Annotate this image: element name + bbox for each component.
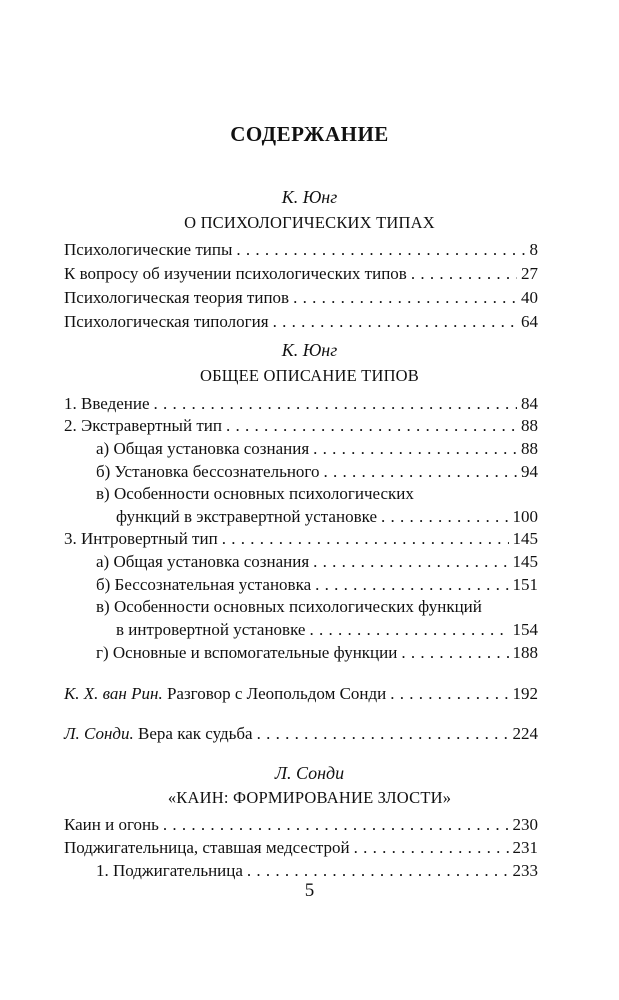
- toc-subentry[interactable]: [96, 437, 538, 461]
- article-author: Л. Сонди.: [64, 724, 134, 743]
- toc-entry-page: 188: [512, 643, 538, 662]
- toc-entry-label: Поджигательница, ставшая медсестрой: [64, 838, 350, 857]
- toc-entry[interactable]: [64, 813, 538, 837]
- toc-entry-page: 230: [512, 815, 538, 834]
- leader-dots: [257, 722, 509, 746]
- toc-entry-label: г) Основные и вспомогательные функции: [96, 643, 398, 662]
- toc-subentry[interactable]: [96, 641, 538, 665]
- part2-author: К. Юнг: [281, 340, 338, 360]
- leader-dots: [154, 392, 517, 416]
- leader-dots: [163, 813, 509, 837]
- leader-dots: [293, 286, 517, 310]
- article-author: К. Х. ван Рин.: [64, 684, 163, 703]
- part3-author: Л. Сонди: [274, 763, 345, 783]
- toc-entry[interactable]: [64, 310, 538, 334]
- leader-dots: [315, 573, 508, 597]
- toc-entry-page: 100: [512, 507, 538, 526]
- toc-subentry[interactable]: [96, 460, 538, 484]
- toc-entry-label: 3. Интровертный тип: [64, 529, 218, 548]
- toc-entry-label: 2. Экстравертный тип: [64, 416, 222, 435]
- page-title: СОДЕРЖАНИЕ: [230, 122, 389, 146]
- toc-entry[interactable]: [64, 286, 538, 310]
- toc-entry[interactable]: [64, 527, 538, 551]
- toc-entry[interactable]: [64, 262, 538, 286]
- toc-entry-label: Психологическая типология: [64, 312, 269, 331]
- part1-author: К. Юнг: [281, 187, 338, 207]
- leader-dots: [236, 238, 525, 262]
- part3-section-title: «КАИН: ФОРМИРОВАНИЕ ЗЛОСТИ»: [167, 788, 452, 807]
- toc-entry-page: 84: [521, 394, 538, 413]
- toc-entry-page: 40: [521, 288, 538, 307]
- leader-dots: [313, 550, 508, 574]
- toc-entry-label: 1. Введение: [64, 394, 150, 413]
- page-number: 5: [304, 880, 315, 901]
- toc-subentry[interactable]: [96, 573, 538, 597]
- toc-subentry[interactable]: [116, 505, 538, 529]
- part2-section-title: ОБЩЕЕ ОПИСАНИЕ ТИПОВ: [199, 366, 420, 385]
- toc-entry-label: К вопросу об изучении психологических типов: [64, 264, 407, 283]
- part1-section-title: О ПСИХОЛОГИЧЕСКИХ ТИПАХ: [184, 213, 435, 232]
- toc-entry-label: Психологическая теория типов: [64, 288, 290, 307]
- toc-subentry[interactable]: [96, 550, 538, 574]
- toc-entry-page: 231: [512, 838, 538, 857]
- leader-dots: [381, 505, 509, 529]
- article-title: Вера как судьба: [138, 724, 253, 743]
- leader-dots: [401, 641, 508, 665]
- toc-article-entry[interactable]: [64, 722, 538, 746]
- toc-entry-page: 94: [521, 462, 538, 481]
- toc-entry-label: [64, 722, 253, 746]
- toc-entry[interactable]: [64, 836, 538, 860]
- toc-entry[interactable]: [64, 238, 538, 262]
- toc-entry-page: 8: [529, 240, 538, 259]
- toc-entry-page: 88: [521, 416, 538, 435]
- toc-entry-label: б) Установка бессознательного: [96, 462, 320, 481]
- toc-entry-label: 1. Поджигательница: [96, 861, 243, 880]
- toc-entry-page: 145: [512, 529, 538, 548]
- leader-dots: [222, 527, 509, 551]
- toc-entry-label: в интровертной установке: [116, 620, 306, 639]
- toc-entry-label: Психологические типы: [64, 240, 233, 259]
- toc-entry-page: 27: [521, 264, 538, 283]
- toc-entry-page: 64: [521, 312, 538, 331]
- toc-entry-label: а) Общая установка сознания: [96, 439, 310, 458]
- toc-entry[interactable]: [64, 392, 538, 416]
- toc-subentry[interactable]: [116, 618, 538, 642]
- toc-subentry-label-line1[interactable]: в) Особенности основных психологических функций: [96, 597, 482, 616]
- toc-entry-page: 233: [512, 861, 538, 880]
- leader-dots: [226, 414, 517, 438]
- toc-entry[interactable]: [64, 414, 538, 438]
- toc-subentry-label-line1[interactable]: в) Особенности основных психологических: [96, 484, 414, 503]
- article-title: Разговор с Леопольдом Сонди: [166, 684, 387, 703]
- leader-dots: [313, 437, 517, 461]
- toc-entry-label: [64, 682, 386, 706]
- toc-entry-label: а) Общая установка сознания: [96, 552, 310, 571]
- leader-dots: [273, 310, 517, 334]
- toc-entry-page: 192: [512, 684, 538, 703]
- leader-dots: [390, 682, 508, 706]
- toc-entry-label: б) Бессознательная установка: [96, 575, 312, 594]
- leader-dots: [323, 460, 517, 484]
- toc-entry-page: 154: [512, 620, 538, 639]
- toc-entry-page: 145: [512, 552, 538, 571]
- toc-entry-label: Каин и огонь: [64, 815, 159, 834]
- leader-dots: [354, 836, 509, 860]
- leader-dots: [411, 262, 517, 286]
- leader-dots: [309, 618, 508, 642]
- toc-entry-page: 88: [521, 439, 538, 458]
- toc-entry-page: 151: [512, 575, 538, 594]
- toc-entry-page: 224: [512, 724, 538, 743]
- toc-entry-label: функций в экстравертной установке: [116, 507, 377, 526]
- toc-article-entry[interactable]: [64, 682, 538, 706]
